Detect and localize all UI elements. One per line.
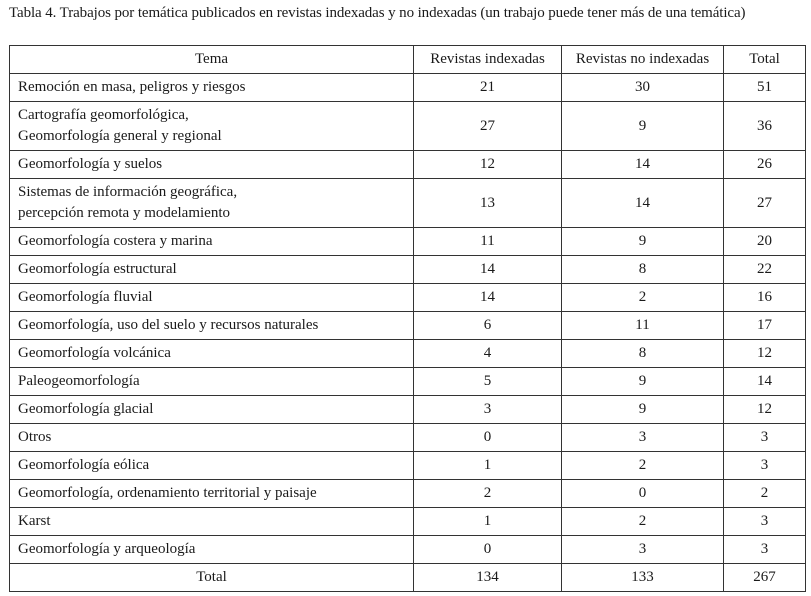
cell-total: 3 bbox=[724, 452, 806, 480]
cell-revistas-no-indexadas: 11 bbox=[562, 312, 724, 340]
cell-revistas-indexadas: 0 bbox=[414, 536, 562, 564]
cell-revistas-indexadas: 27 bbox=[414, 102, 562, 151]
tema-line: percepción remota y modelamiento bbox=[18, 205, 230, 221]
table-row bbox=[10, 424, 806, 452]
cell-revistas-indexadas: 6 bbox=[414, 312, 562, 340]
cell-total: 26 bbox=[724, 151, 806, 179]
cell-revistas-indexadas: 14 bbox=[414, 256, 562, 284]
cell-total: 22 bbox=[724, 256, 806, 284]
cell-revistas-indexadas: 2 bbox=[414, 480, 562, 508]
cell-total: 2 bbox=[724, 480, 806, 508]
cell-tema bbox=[10, 480, 414, 508]
cell-revistas-indexadas: 0 bbox=[414, 424, 562, 452]
cell-revistas-no-indexadas: 3 bbox=[562, 536, 724, 564]
cell-total: 27 bbox=[724, 179, 806, 228]
tema-line: Remoción en masa, peligros y riesgos bbox=[18, 79, 246, 95]
tema-line: Cartografía geomorfológica, bbox=[18, 107, 189, 123]
tema-line: Geomorfología y suelos bbox=[18, 156, 163, 172]
cell-tema bbox=[10, 179, 414, 228]
cell-total: 36 bbox=[724, 102, 806, 151]
cell-tema bbox=[10, 396, 414, 424]
cell-tema bbox=[10, 151, 414, 179]
cell-revistas-no-indexadas: 2 bbox=[562, 508, 724, 536]
cell-revistas-no-indexadas: 8 bbox=[562, 340, 724, 368]
cell-tema bbox=[10, 102, 414, 151]
data-table bbox=[9, 45, 806, 592]
cell-revistas-no-indexadas: 14 bbox=[562, 179, 724, 228]
cell-total: 3 bbox=[724, 536, 806, 564]
totals-label: Total bbox=[10, 564, 414, 592]
tema-line: Geomorfología, ordenamiento territorial y paisaje bbox=[18, 485, 317, 501]
cell-total: 16 bbox=[724, 284, 806, 312]
table-row bbox=[10, 536, 806, 564]
cell-revistas-indexadas: 1 bbox=[414, 508, 562, 536]
tema-line: Geomorfología volcánica bbox=[18, 345, 171, 361]
table-body bbox=[10, 74, 806, 564]
cell-tema bbox=[10, 536, 414, 564]
cell-revistas-indexadas: 21 bbox=[414, 74, 562, 102]
cell-tema bbox=[10, 228, 414, 256]
cell-tema bbox=[10, 368, 414, 396]
cell-revistas-no-indexadas: 2 bbox=[562, 452, 724, 480]
cell-tema bbox=[10, 312, 414, 340]
totals-indexadas: 134 bbox=[414, 564, 562, 592]
cell-revistas-no-indexadas: 9 bbox=[562, 102, 724, 151]
tema-line: Geomorfología, uso del suelo y recursos naturales bbox=[18, 317, 319, 333]
cell-revistas-no-indexadas: 2 bbox=[562, 284, 724, 312]
header-revistas-no-indexadas: Revistas no indexadas bbox=[562, 46, 724, 74]
cell-revistas-no-indexadas: 30 bbox=[562, 74, 724, 102]
table-caption: Tabla 4. Trabajos por temática publicados en revistas indexadas y no indexadas (un trabajo puede tener más de una temática) bbox=[9, 5, 746, 21]
cell-revistas-indexadas: 14 bbox=[414, 284, 562, 312]
tema-line: Geomorfología costera y marina bbox=[18, 233, 213, 249]
cell-tema bbox=[10, 340, 414, 368]
cell-revistas-indexadas: 13 bbox=[414, 179, 562, 228]
table-row bbox=[10, 102, 806, 151]
table-row bbox=[10, 508, 806, 536]
cell-tema bbox=[10, 256, 414, 284]
table-row bbox=[10, 228, 806, 256]
header-revistas-indexadas: Revistas indexadas bbox=[414, 46, 562, 74]
cell-total: 3 bbox=[724, 424, 806, 452]
tema-line: Paleogeomorfología bbox=[18, 373, 140, 389]
cell-revistas-no-indexadas: 8 bbox=[562, 256, 724, 284]
tema-line: Geomorfología estructural bbox=[18, 261, 177, 277]
cell-tema bbox=[10, 284, 414, 312]
table-row bbox=[10, 179, 806, 228]
header-total: Total bbox=[724, 46, 806, 74]
cell-tema bbox=[10, 424, 414, 452]
tema-line: Geomorfología eólica bbox=[18, 457, 150, 473]
cell-revistas-indexadas: 3 bbox=[414, 396, 562, 424]
table-row bbox=[10, 368, 806, 396]
table-row bbox=[10, 480, 806, 508]
cell-revistas-no-indexadas: 14 bbox=[562, 151, 724, 179]
cell-total: 51 bbox=[724, 74, 806, 102]
table-row bbox=[10, 312, 806, 340]
tema-line: Karst bbox=[18, 513, 51, 529]
cell-total: 14 bbox=[724, 368, 806, 396]
cell-revistas-no-indexadas: 3 bbox=[562, 424, 724, 452]
cell-tema bbox=[10, 74, 414, 102]
tema-line: Otros bbox=[18, 429, 52, 445]
cell-tema bbox=[10, 508, 414, 536]
table-row bbox=[10, 340, 806, 368]
cell-revistas-no-indexadas: 0 bbox=[562, 480, 724, 508]
table-row bbox=[10, 396, 806, 424]
cell-revistas-indexadas: 11 bbox=[414, 228, 562, 256]
cell-revistas-indexadas: 1 bbox=[414, 452, 562, 480]
tema-line: Geomorfología fluvial bbox=[18, 289, 153, 305]
cell-revistas-no-indexadas: 9 bbox=[562, 228, 724, 256]
cell-revistas-indexadas: 12 bbox=[414, 151, 562, 179]
cell-total: 3 bbox=[724, 508, 806, 536]
cell-revistas-no-indexadas: 9 bbox=[562, 396, 724, 424]
cell-revistas-indexadas: 5 bbox=[414, 368, 562, 396]
cell-total: 20 bbox=[724, 228, 806, 256]
cell-total: 17 bbox=[724, 312, 806, 340]
header-row bbox=[10, 46, 806, 74]
table-row bbox=[10, 256, 806, 284]
cell-revistas-indexadas: 4 bbox=[414, 340, 562, 368]
table-row bbox=[10, 452, 806, 480]
totals-row bbox=[10, 564, 806, 592]
table-row bbox=[10, 74, 806, 102]
cell-total: 12 bbox=[724, 340, 806, 368]
table-row bbox=[10, 151, 806, 179]
tema-line: Geomorfología glacial bbox=[18, 401, 154, 417]
cell-total: 12 bbox=[724, 396, 806, 424]
header-tema: Tema bbox=[10, 46, 414, 74]
tema-line: Geomorfología general y regional bbox=[18, 128, 222, 144]
tema-line: Sistemas de información geográfica, bbox=[18, 184, 238, 200]
cell-tema bbox=[10, 452, 414, 480]
cell-revistas-no-indexadas: 9 bbox=[562, 368, 724, 396]
totals-no-indexadas: 133 bbox=[562, 564, 724, 592]
totals-total: 267 bbox=[724, 564, 806, 592]
tema-line: Geomorfología y arqueología bbox=[18, 541, 196, 557]
table-row bbox=[10, 284, 806, 312]
